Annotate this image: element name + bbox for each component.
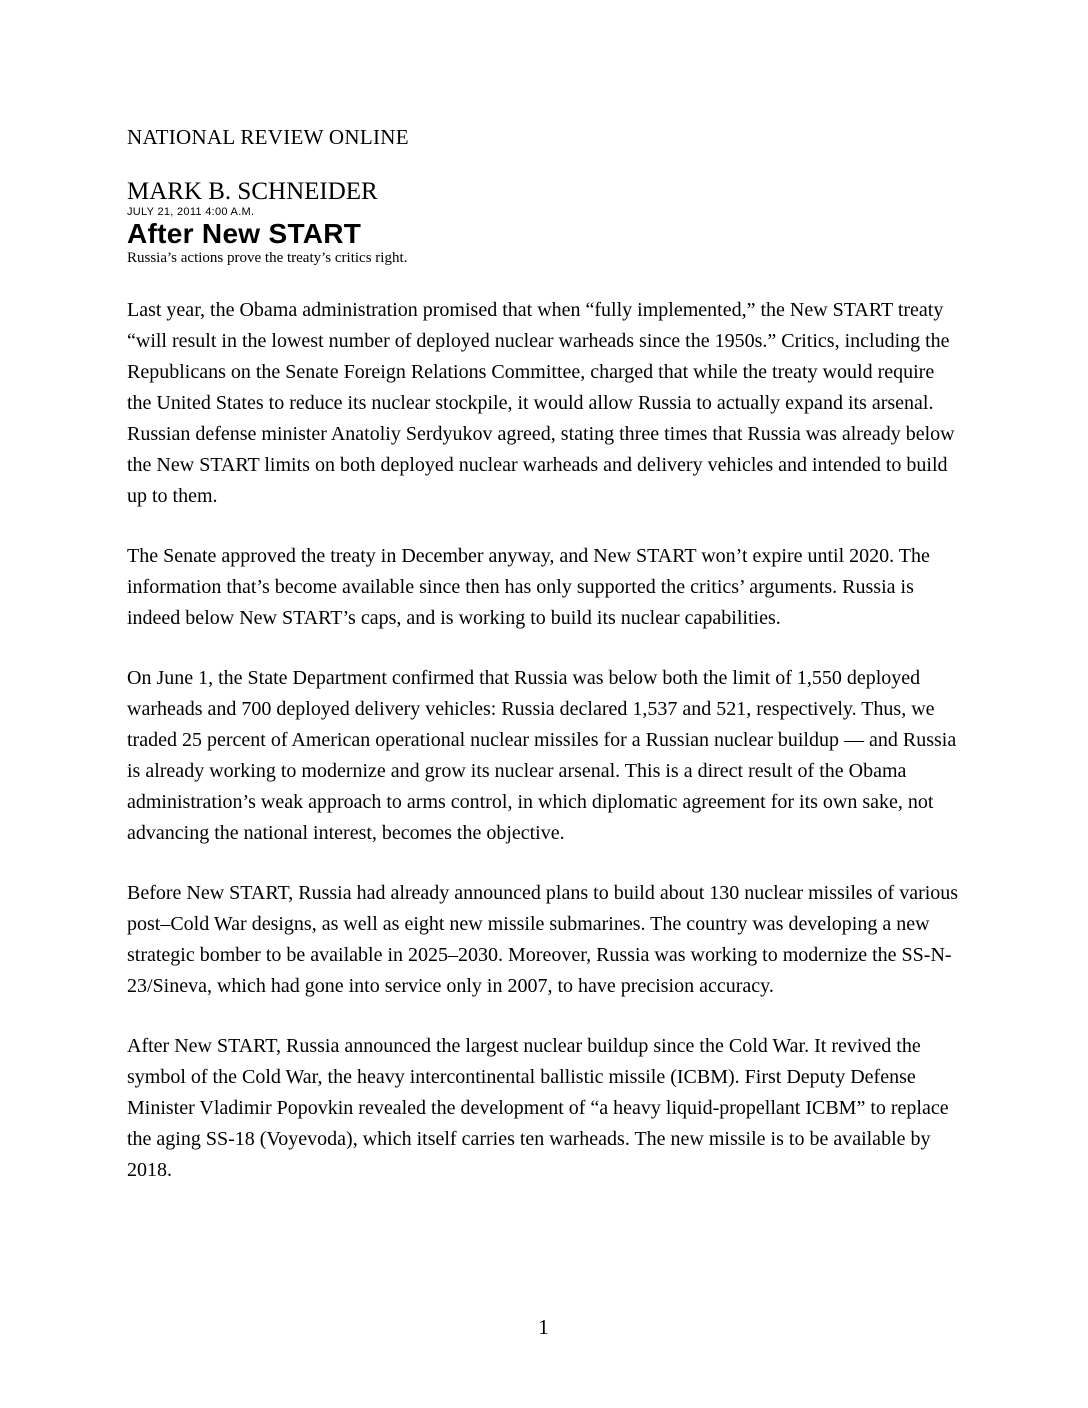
article-content [127,0,960,1215]
article-paragraph: Last year, the Obama administration promised that when “fully implemented,” the New START treaty “will result in the lowest number of deployed nuclear warheads since the 1950s.” Critics, including the Republicans on the Senate Foreign Relations Committee, charged that while the treaty would require the United States to reduce its nuclear stockpile, it would allow Russia to actually expand its arsenal. Russian defense minister Anatoliy Serdyukov agreed, stating three times that Russia was already below the New START limits on both deployed nuclear warheads and delivery vehicles and intended to build up to them. [127,299,955,507]
author-byline: MARK B. SCHNEIDER [127,178,378,205]
page-number: 1 [538,1315,549,1339]
dateline: JULY 21, 2011 4:00 A.M. [127,206,255,218]
article-body [127,295,960,1186]
article-paragraph: On June 1, the State Department confirmed that Russia was below both the limit of 1,550 deployed warheads and 700 deployed delivery vehicles: Russia declared 1,537 and 521, respectively. Thus, we traded 25 percent of American operational nuclear missiles for a Russian nuclear buildup — and Russia is already working to modernize and grow its nuclear arsenal. This is a direct result of the Obama administration’s weak approach to arms control, in which diplomatic agreement for its own sake, not advancing the national interest, becomes the objective. [127,667,957,844]
article-subhead: Russia’s actions prove the treaty’s critics right. [127,250,408,266]
article-paragraph: The Senate approved the treaty in December anyway, and New START won’t expire until 2020. The information that’s become available since then has only supported the critics’ arguments. Russia is indeed below New START’s caps, and is working to build its nuclear capabilities. [127,545,930,629]
article-paragraph: Before New START, Russia had already announced plans to build about 130 nuclear missiles of various post–Cold War designs, as well as eight new missile submarines. The country was developing a new strategic bomber to be available in 2025–2030. Moreover, Russia was working to modernize the SS-N-23/Sineva, which had gone into service only in 2007, to have precision accuracy. [127,882,959,997]
publication-masthead: NATIONAL REVIEW ONLINE [127,125,409,149]
article-paragraph: After New START, Russia announced the largest nuclear buildup since the Cold War. It revived the symbol of the Cold War, the heavy intercontinental ballistic missile (ICBM). First Deputy Defense Minister Vladimir Popovkin revealed the development of “a heavy liquid-propellant ICBM” to replace the aging SS-18 (Voyevoda), which itself carries ten warheads. The new missile is to be available by 2018. [127,1035,949,1181]
article-headline: After New START [127,218,362,249]
